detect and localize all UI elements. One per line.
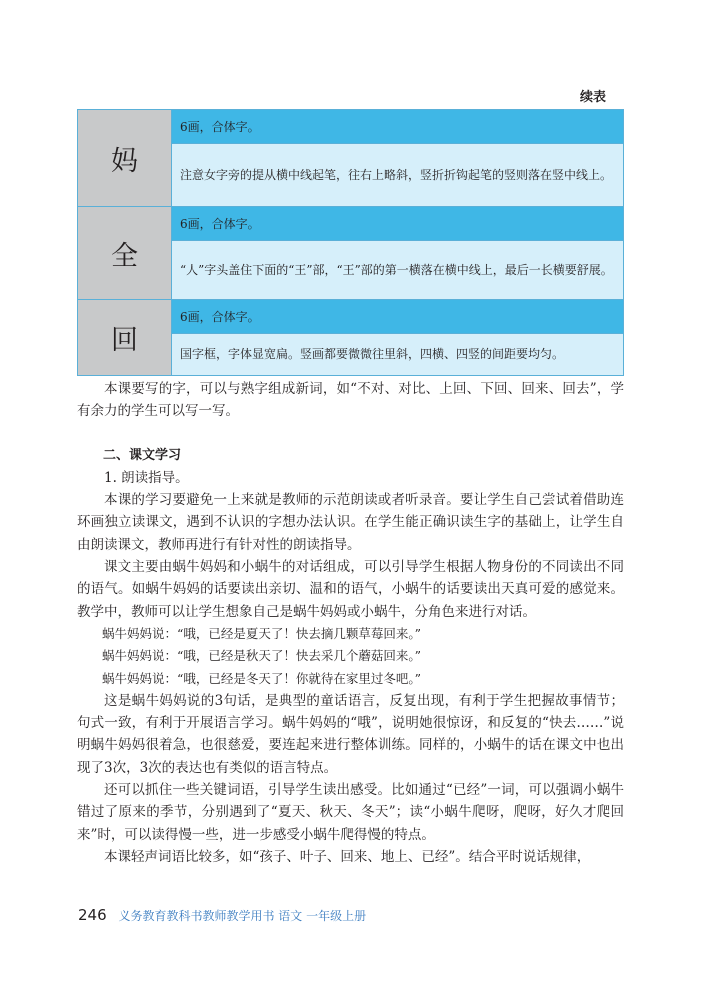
writing-note-cell: 注意女字旁的提从横中线起笔，往右上略斜，竖折折钩起笔的竖则落在竖中线上。 [172,144,624,207]
paragraph: 本课的学习要避免一上来就是教师的示范朗读或者听录音。要让学生自己尝试着借助连环画独立读课文，遇到不认识的字想办法认识。在学生能正确识读生字的基础上，让学生自由朗读课文，教师再进行有针对性的朗读指导。 [77,492,624,553]
stroke-count-cell: 6画，合体字。 [172,207,624,241]
page-number: 246 [78,906,107,924]
stroke-count-cell: 6画，合体字。 [172,110,624,144]
page-footer [78,906,366,924]
paragraph: 这是蜗牛妈妈说的3句话，是典型的童话语言，反复出现，有利于学生把握故事情节；句式一致，有利于开展语言学习。蜗牛妈妈的“哦”，说明她很惊讶，和反复的“快去……”说明蜗牛妈妈很着急，也很慈爱，要连起来进行整体训练。同样的，小蜗牛的话在课文中也出现了3次，3次的表达也有类似的语言特点。 [77,692,624,776]
table-row [78,110,624,144]
character-cell: 回 [78,300,172,376]
table-row [78,207,624,241]
table-row [78,300,624,334]
writing-note-cell: 国字框，字体显宽扁。竖画都要微微往里斜，四横、四竖的间距要均匀。 [172,334,624,376]
quote-line: 蜗牛妈妈说：“哦，已经是秋天了！快去采几个蘑菇回来。” [102,648,422,664]
paragraph: 本课轻声词语比较多，如“孩子、叶子、回来、地上、已经”。结合平时说话规律， [104,848,591,865]
list-item: 1. 朗读指导。 [104,469,189,486]
paragraph: 本课要写的字，可以与熟字组成新词，如“不对、对比、上回、下回、回来、回去”，学有余力的学生可以写一写。 [77,381,624,420]
paragraph: 还可以抓住一些关键词语，引导学生读出感受。比如通过“已经”一词，可以强调小蜗牛错过了原来的季节，分别遇到了“夏天、秋天、冬天”；读“小蜗牛爬呀，爬呀，好久才爬回来”时，可以读得慢一些，进一步感受小蜗牛爬得慢的特点。 [77,782,624,843]
quote-line: 蜗牛妈妈说：“哦，已经是冬天了！你就待在家里过冬吧。” [102,670,422,686]
main-text [77,378,624,868]
quote-line: 蜗牛妈妈说：“哦，已经是夏天了！快去摘几颗草莓回来。” [102,625,422,641]
section-heading: 二、课文学习 [103,447,182,463]
character-writing-table [77,109,624,376]
character-cell: 妈 [78,110,172,207]
writing-note-cell: “人”字头盖住下面的“王”部，“王”部的第一横落在横中线上，最后一长横要舒展。 [172,241,624,300]
paragraph: 课文主要由蜗牛妈妈和小蜗牛的对话组成，可以引导学生根据人物身份的不同读出不同的语气。如蜗牛妈妈的话要读出亲切、温和的语气，小蜗牛的话要读出天真可爱的感觉来。教学中，教师可以让学生想象自己是蜗牛妈妈或小蜗牛，分角色来进行对话。 [77,559,624,620]
book-title: 义务教育教科书教师教学用书 语文 一年级上册 [118,909,367,923]
character-cell: 全 [78,207,172,300]
stroke-count-cell: 6画，合体字。 [172,300,624,334]
continued-label: 续表 [579,90,606,105]
